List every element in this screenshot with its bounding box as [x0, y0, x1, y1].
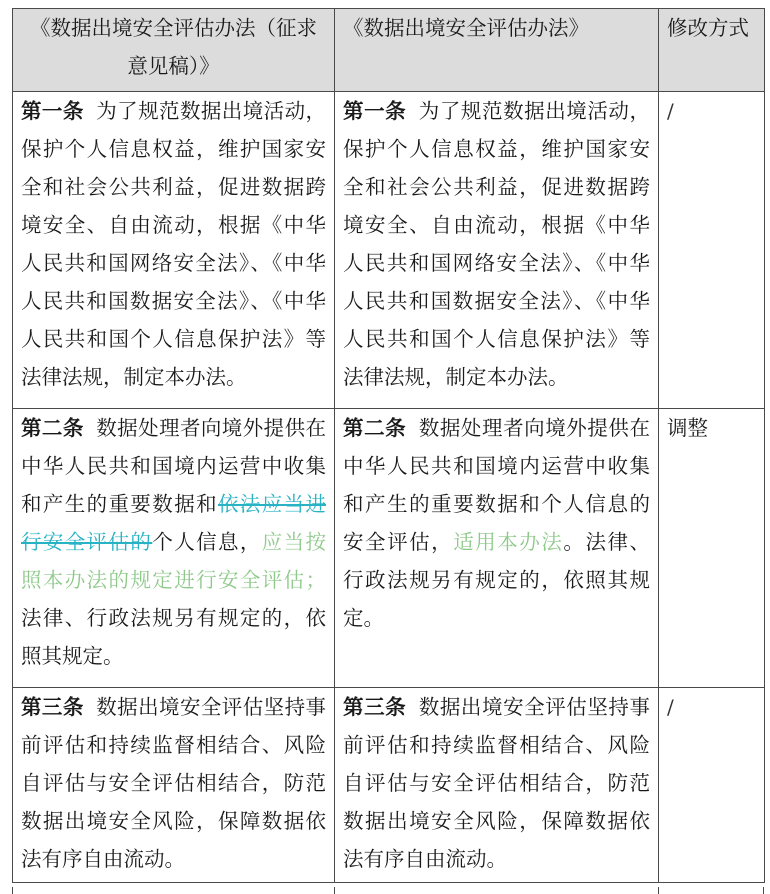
column-divider — [334, 887, 335, 894]
table-row — [13, 409, 765, 688]
article-1-draft — [13, 92, 335, 409]
no-change-mark: / — [667, 695, 674, 719]
article-text: 数据出境安全评估坚持事前评估和持续监督相结合、风险自评估与安全评估相结合，防范数据出境安全风险，保障数据依法有序自由流动。 — [21, 695, 327, 871]
next-row-edge — [12, 887, 764, 894]
article-2-final — [335, 409, 659, 688]
article-3-draft — [13, 688, 335, 883]
article-label: 第三条 — [21, 695, 84, 719]
change-type: 调整 — [659, 409, 765, 688]
article-label: 第二条 — [343, 416, 407, 440]
column-divider — [658, 887, 659, 894]
table-row — [13, 92, 765, 409]
comparison-table — [12, 8, 765, 883]
article-text-after: 法律、行政法规另有规定的，依照其规定。 — [21, 606, 326, 668]
table-row — [13, 688, 765, 883]
article-text: 数据处理者向境外提供在中华人民共和国境内运营中收集和产生的重要数据和 — [21, 416, 327, 516]
article-2-draft — [13, 409, 335, 688]
header-final: 《数据出境安全评估办法》 — [335, 9, 659, 92]
added-text: 适用本办法 — [453, 530, 564, 554]
deleted-text: 依法应当进行安全评估的 — [21, 492, 327, 554]
change-type — [659, 92, 765, 409]
article-label: 第三条 — [343, 695, 407, 719]
article-text: 为了规范数据出境活动，保护个人信息权益，维护国家安全和社会公共利益，促进数据跨境安全、自由流动，根据《中华人民共和国网络安全法》、《中华人民共和国数据安全法》、《中华人民共和国个人信息保护法》等法律法规，制定本办法。 — [343, 99, 651, 389]
no-change-mark: / — [667, 99, 674, 123]
article-label: 第一条 — [343, 99, 407, 123]
header-change: 修改方式 — [659, 9, 765, 92]
article-label: 第一条 — [21, 99, 84, 123]
article-1-final — [335, 92, 659, 409]
added-text: 应当按照本办法的规定进行安全评估； — [21, 530, 327, 592]
header-row — [13, 9, 765, 92]
change-type — [659, 688, 765, 883]
article-text: 数据处理者向境外提供在中华人民共和国境内运营中收集和产生的重要数据和个人信息的安全评估， — [343, 416, 651, 554]
header-draft: 《数据出境安全评估办法（征求意见稿）》 — [13, 9, 335, 92]
article-text-middle: 个人信息， — [152, 530, 262, 554]
article-text: 数据出境安全评估坚持事前评估和持续监督相结合、风险自评估与安全评估相结合，防范数据出境安全风险，保障数据依法有序自由流动。 — [343, 695, 651, 871]
article-text: 为了规范数据出境活动，保护个人信息权益，维护国家安全和社会公共利益，促进数据跨境安全、自由流动，根据《中华人民共和国网络安全法》、《中华人民共和国数据安全法》、《中华人民共和国个人信息保护法》等法律法规，制定本办法。 — [21, 99, 327, 389]
article-text-after: 。法律、行政法规另有规定的，依照其规定。 — [343, 530, 651, 630]
article-3-final — [335, 688, 659, 883]
article-label: 第二条 — [21, 416, 84, 440]
